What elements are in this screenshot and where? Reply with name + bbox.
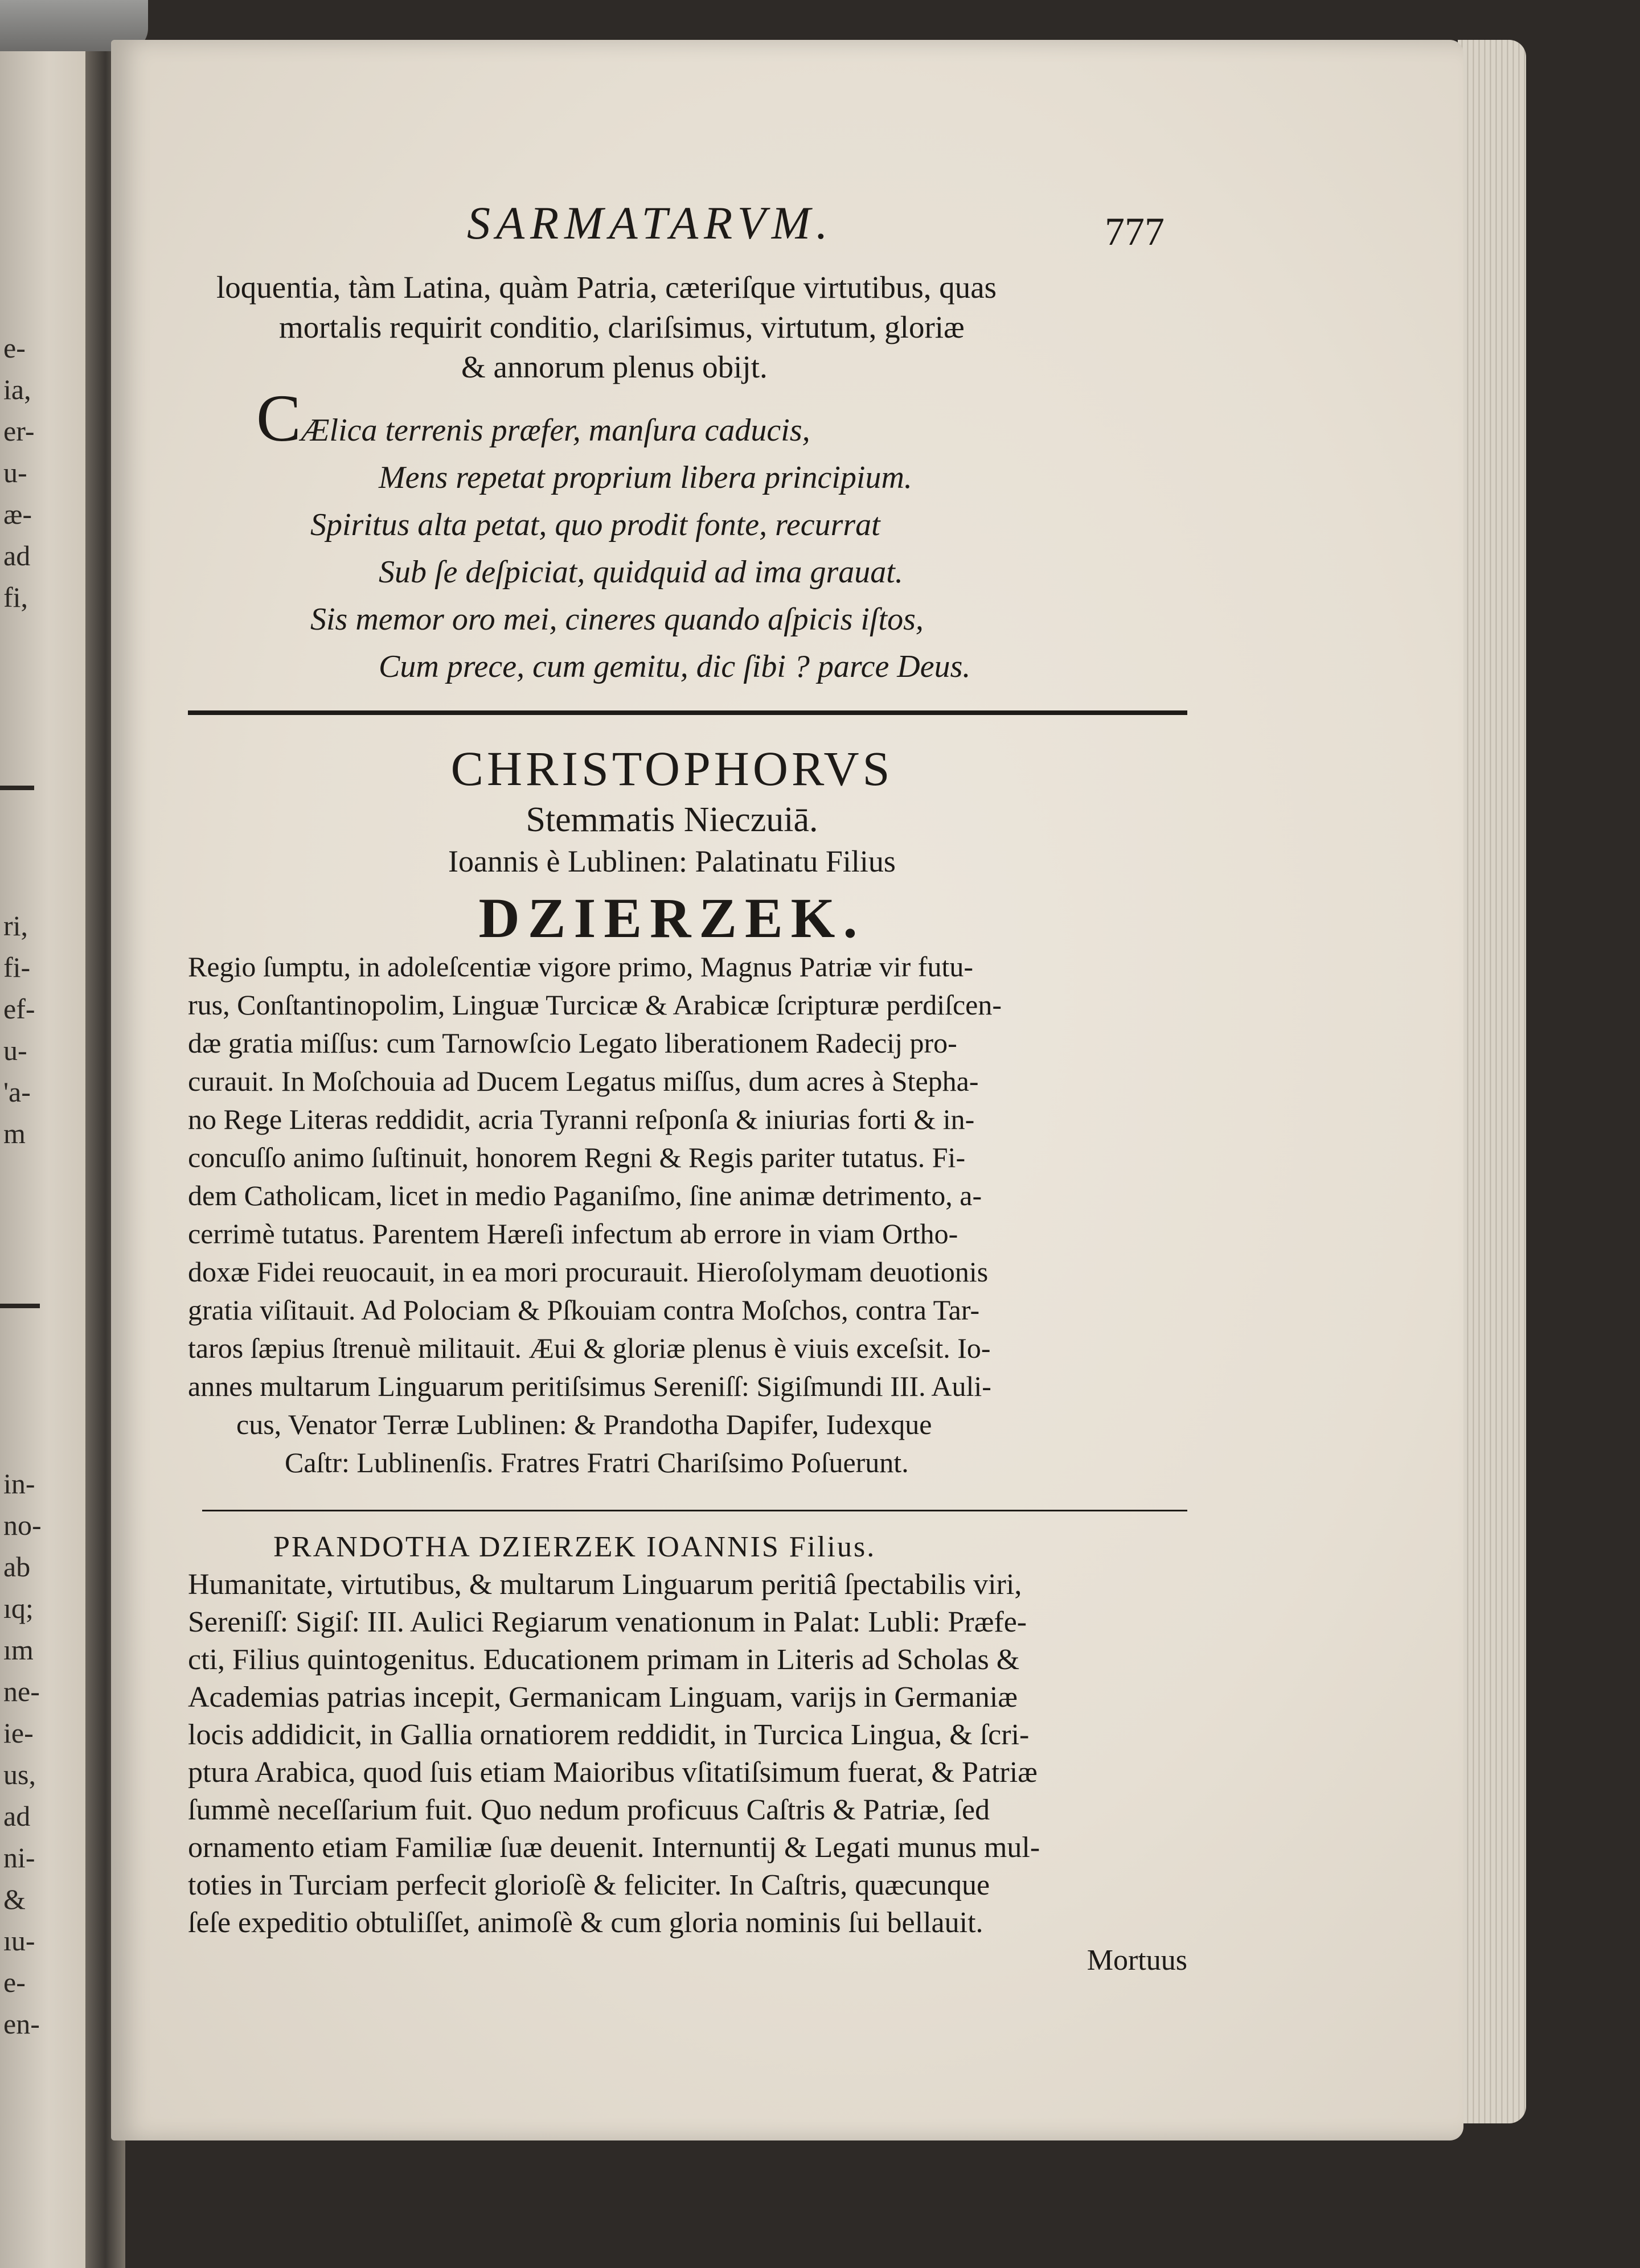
fragment: ıu- bbox=[3, 1925, 35, 1957]
text-line: dæ gratia miſſus: cum Tarnowſcio Legato liberationem Radecij pro- bbox=[188, 1027, 957, 1059]
fragment: en- bbox=[3, 2008, 40, 2040]
text-line: toties in Turciam perfecit glorioſè & feliciter. In Caſtris, quæcunque bbox=[188, 1869, 990, 1901]
poem-line-text: Ælica terrenis præfer, manſura caducis, bbox=[301, 413, 810, 448]
text-line: gratia viſitauit. Ad Polociam & Pſkouiam contra Moſchos, contra Tar- bbox=[188, 1294, 980, 1326]
fragment: & bbox=[3, 1883, 26, 1915]
text-line: Caſtr: Lublinenſis. Fratres Fratri Chariſsimo Poſuerunt. bbox=[285, 1447, 909, 1478]
drop-cap: C bbox=[256, 381, 301, 455]
fragment: us, bbox=[3, 1758, 36, 1790]
fragment: ne- bbox=[3, 1675, 40, 1707]
poem-line: Mens repetat proprium libera principium. bbox=[379, 460, 912, 495]
section-rule bbox=[202, 1510, 1187, 1511]
text-line: cus, Venator Terræ Lublinen: & Prandotha Dapifer, Iudexque bbox=[236, 1408, 932, 1440]
catchword: Mortuus bbox=[1086, 1944, 1187, 1977]
epitaph-1-surname: DZIERZEK. bbox=[478, 886, 866, 950]
text-line: concuſſo animo ſuſtinuit, honorem Regni & Regis pariter tutatus. Fi- bbox=[188, 1141, 966, 1173]
epitaph-1-parentage: Ioannis è Lublinen: Palatinatu Filius bbox=[448, 844, 896, 878]
fragment: ri, bbox=[3, 910, 28, 942]
text-line: Humanitate, virtutibus, & multarum Linguarum peritiâ ſpectabilis viri, bbox=[188, 1568, 1022, 1601]
fragment: u- bbox=[3, 1034, 27, 1066]
fragment-group-2 bbox=[3, 905, 35, 1154]
text-line: dem Catholicam, licet in medio Paganiſmo, ſine animæ detrimento, a- bbox=[188, 1180, 982, 1211]
text-line: cti, Filius quintogenitus. Educationem primam in Literis ad Scholas & bbox=[188, 1644, 1020, 1676]
text-line: ptura Arabica, quod ſuis etiam Maioribus vſitatiſsimum fuerat, & Patriæ bbox=[188, 1756, 1038, 1789]
poem-line: Spiritus alta petat, quo prodit fonte, recurrat bbox=[310, 507, 880, 543]
fragment: 'a- bbox=[3, 1076, 31, 1108]
text-line: mortalis requirit conditio, clariſsimus, virtutum, gloriæ bbox=[279, 310, 965, 344]
fragment: no- bbox=[3, 1509, 42, 1541]
fragment: æ- bbox=[3, 498, 32, 530]
left-page-text-fragments bbox=[0, 0, 85, 2268]
text-line: taros ſæpius ſtrenuè militauit. Æui & gloriæ plenus è viuis exceſsit. Io- bbox=[188, 1332, 991, 1364]
fragment: e- bbox=[3, 1966, 26, 1998]
fragment: ad bbox=[3, 1800, 31, 1832]
text-line: annes multarum Linguarum peritiſsimus Sereniſſ: Sigiſmundi III. Auli- bbox=[188, 1370, 991, 1402]
text-line: curauit. In Moſchouia ad Ducem Legatus miſſus, dum acres à Stepha- bbox=[188, 1065, 979, 1097]
epitaph-1-stemma: Stemmatis Nieczuiā. bbox=[526, 800, 818, 839]
epitaph-1-body bbox=[188, 948, 1187, 1482]
text-line: ornamento etiam Familiæ ſuæ deuenit. Internuntij & Legati munus mul- bbox=[188, 1831, 1040, 1864]
fragment: ad bbox=[3, 540, 31, 572]
text-line: rus, Conſtantinopolim, Linguæ Turcicæ & Arabicæ ſcripturæ perdiſcen- bbox=[188, 989, 1002, 1021]
text-line: & annorum plenus obijt. bbox=[461, 350, 768, 384]
text-line: locis addidicit, in Gallia ornatiorem reddidit, in Turcica Lingua, & ſcri- bbox=[188, 1719, 1030, 1751]
text-line: ſeſe expeditio obtuliſſet, animoſè & cum gloria nominis ſui bellauit. bbox=[188, 1907, 983, 1939]
page-number: 777 bbox=[1105, 210, 1165, 254]
fragment-group-1 bbox=[3, 327, 35, 618]
fragment: in- bbox=[3, 1468, 35, 1499]
fragment-rule bbox=[0, 1304, 40, 1308]
running-head: SARMATARVM. bbox=[467, 197, 834, 249]
text-line: cerrimè tutatus. Parentem Hæreſi infectum ab errore in viam Ortho- bbox=[188, 1218, 958, 1250]
fragment-group-3 bbox=[3, 1463, 42, 2045]
epitaph-2-heading: PRANDOTHA DZIERZEK IOANNIS Filius. bbox=[273, 1531, 876, 1563]
poem-line: Sis memor oro mei, cineres quando aſpicis iſtos, bbox=[310, 602, 924, 637]
fragment: ıq; bbox=[3, 1592, 34, 1624]
fragment: er- bbox=[3, 415, 35, 447]
fragment-rule bbox=[0, 786, 34, 790]
fragment: u- bbox=[3, 457, 27, 488]
fragment: ie- bbox=[3, 1717, 34, 1749]
text-line: Regio ſumptu, in adoleſcentiæ vigore primo, Magnus Patriæ vir futu- bbox=[188, 951, 973, 983]
text-line: no Rege Literas reddidit, acria Tyranni reſponſa & iniurias forti & in- bbox=[188, 1103, 975, 1135]
text-line: Academias patrias incepit, Germanicam Linguam, varijs in Germaniæ bbox=[188, 1681, 1018, 1714]
fragment: ef- bbox=[3, 993, 35, 1025]
fragment: m bbox=[3, 1117, 26, 1149]
fragment: ım bbox=[3, 1634, 34, 1666]
text-line: doxæ Fidei reuocauit, in ea mori procurauit. Hieroſolymam deuotionis bbox=[188, 1256, 989, 1288]
page-block-edges bbox=[1458, 40, 1526, 2123]
text-line: loquentia, tàm Latina, quàm Patria, cæteriſque virtutibus, quas bbox=[216, 270, 997, 305]
poem-line: Sub ſe deſpiciat, quidquid ad ima grauat. bbox=[379, 554, 903, 590]
poem-line: Cum prece, cum gemitu, dic ſibi ? parce Deus. bbox=[379, 649, 971, 684]
fragment: ni- bbox=[3, 1842, 35, 1873]
text-line: ſummè neceſſarium fuit. Quo nedum proficuus Caſtris & Patriæ, ſed bbox=[188, 1794, 990, 1826]
fragment: ab bbox=[3, 1551, 31, 1583]
epitaph-1-name: CHRISTOPHORVS bbox=[450, 741, 893, 796]
epitaph-1-heading bbox=[188, 0, 1156, 968]
fragment: fi, bbox=[3, 581, 28, 613]
epitaph-2-body bbox=[188, 1529, 1187, 1979]
fragment: e- bbox=[3, 332, 26, 364]
fragment: fi- bbox=[3, 951, 31, 983]
text-line: Sereniſſ: Sigiſ: III. Aulici Regiarum venationum in Palat: Lubli: Præfe- bbox=[188, 1606, 1027, 1638]
fragment: ia, bbox=[3, 373, 31, 405]
